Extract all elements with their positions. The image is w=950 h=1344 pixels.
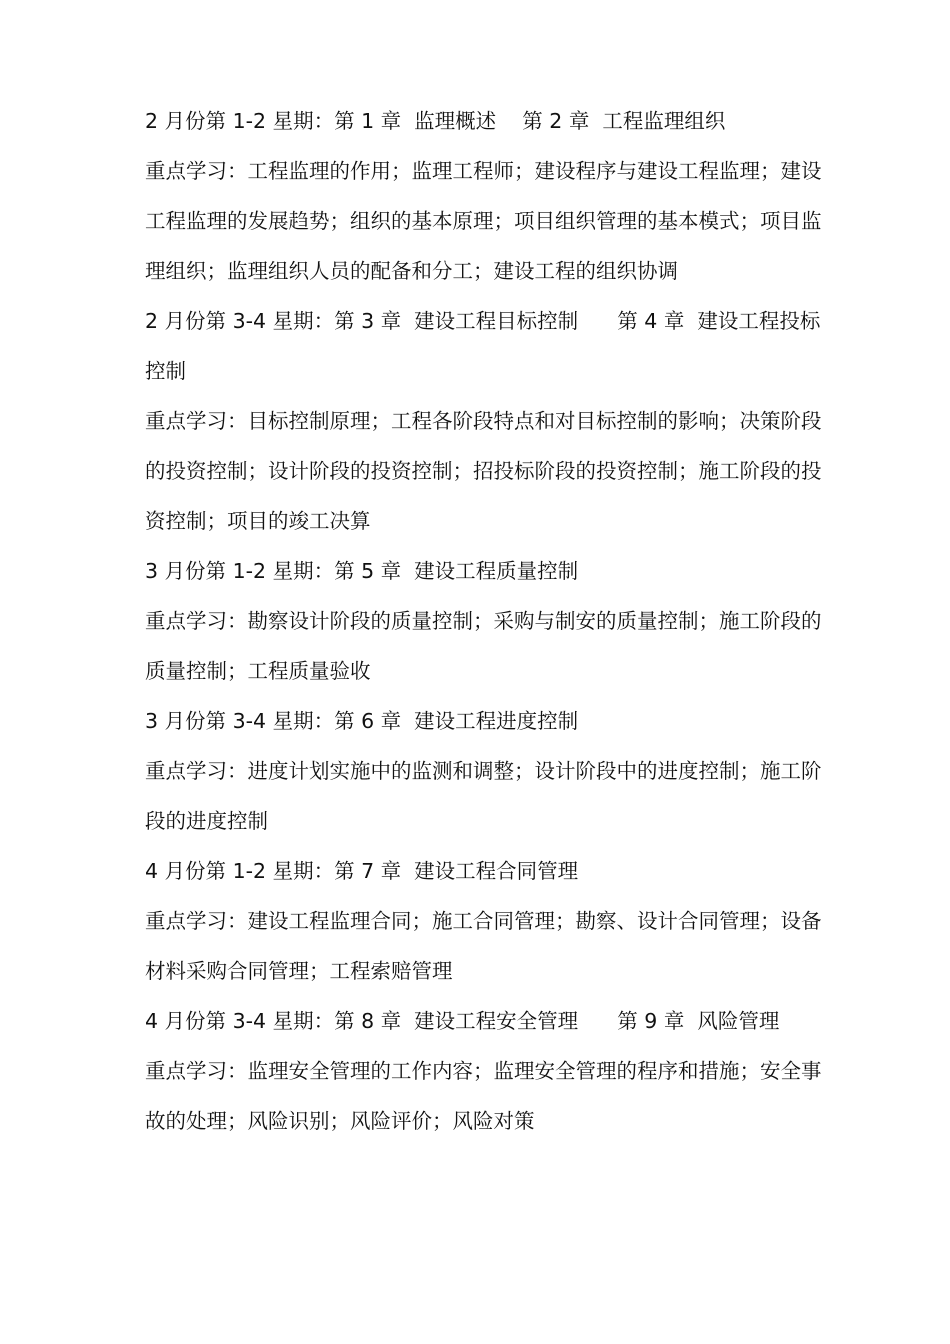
document-body	[145, 96, 825, 1146]
schedule-heading-mar-week1-2: 3 月份第 1-2 星期：第 5 章 建设工程质量控制	[145, 559, 579, 583]
study-focus-feb-week1-2: 重点学习：工程监理的作用；监理工程师；建设程序与建设工程监理；建设工程监理的发展趋势；组织的基本原理；项目组织管理的基本模式；项目监理组织；监理组织人员的配备和分工；建设工程的组织协调	[145, 159, 822, 283]
schedule-heading-apr-week3-4: 4 月份第 3-4 星期：第 8 章 建设工程安全管理 第 9 章 风险管理	[145, 1009, 780, 1033]
study-focus-mar-week3-4: 重点学习：进度计划实施中的监测和调整；设计阶段中的进度控制；施工阶段的进度控制	[145, 759, 822, 833]
study-focus-apr-week1-2: 重点学习：建设工程监理合同；施工合同管理；勘察、设计合同管理；设备材料采购合同管理；工程索赔管理	[145, 909, 822, 983]
schedule-heading-feb-week3-4: 2 月份第 3-4 星期：第 3 章 建设工程目标控制 第 4 章 建设工程投标控制	[145, 309, 821, 383]
study-focus-mar-week1-2: 重点学习：勘察设计阶段的质量控制；采购与制安的质量控制；施工阶段的质量控制；工程质量验收	[145, 609, 822, 683]
schedule-heading-feb-week1-2: 2 月份第 1-2 星期：第 1 章 监理概述 第 2 章 工程监理组织	[145, 109, 726, 133]
study-focus-feb-week3-4: 重点学习：目标控制原理；工程各阶段特点和对目标控制的影响；决策阶段的投资控制；设计阶段的投资控制；招投标阶段的投资控制；施工阶段的投资控制；项目的竣工决算	[145, 409, 822, 533]
schedule-heading-mar-week3-4: 3 月份第 3-4 星期：第 6 章 建设工程进度控制	[145, 709, 579, 733]
study-focus-apr-week3-4: 重点学习：监理安全管理的工作内容；监理安全管理的程序和措施；安全事故的处理；风险识别；风险评价；风险对策	[145, 1059, 822, 1133]
schedule-heading-apr-week1-2: 4 月份第 1-2 星期：第 7 章 建设工程合同管理	[145, 859, 579, 883]
